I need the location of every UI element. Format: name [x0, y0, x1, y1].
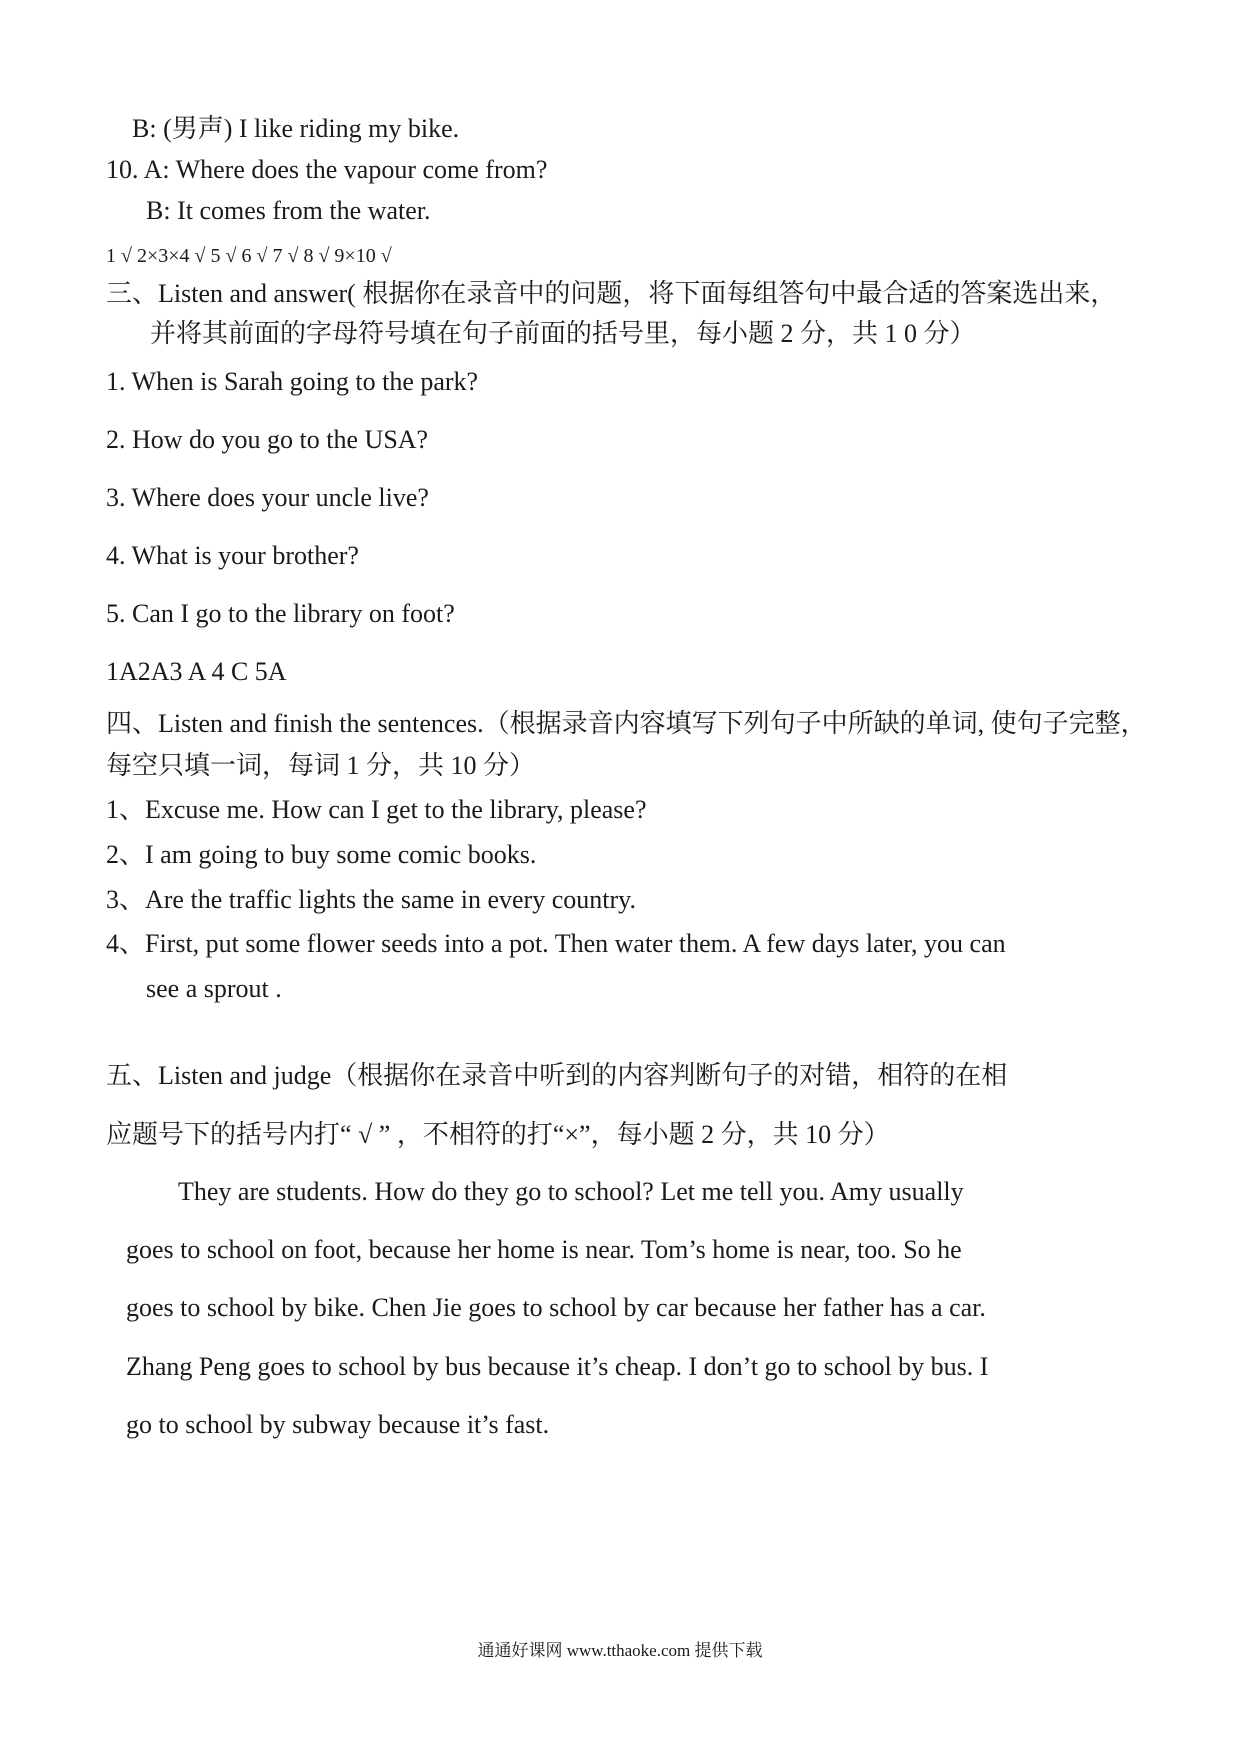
- section3-question-3: 3. Where does your uncle live?: [106, 483, 429, 512]
- section5-passage-line-3: goes to school by bike. Chen Jie goes to school by car because her father has a car.: [126, 1293, 986, 1322]
- section3-answer-key: 1A2A3 A 4 C 5A: [106, 657, 287, 686]
- section4-sentence-3: 3、Are the traffic lights the same in every country.: [106, 885, 636, 914]
- section3-heading-cont: 并将其前面的字母符号填在句子前面的括号里，每小题 2 分，共 1 0 分）: [150, 319, 976, 348]
- section4-heading-cont: 每空只填一词，每词 1 分，共 10 分）: [106, 751, 536, 780]
- section5-heading: 五、Listen and judge（根据你在录音中听到的内容判断句子的对错，相符的在相: [106, 1061, 1008, 1090]
- section3-question-2: 2. How do you go to the USA?: [106, 425, 429, 454]
- section5-passage-line-2: goes to school on foot, because her home is near. Tom’s home is near, too. So he: [126, 1235, 962, 1264]
- transcript-q10-a: 10. A: Where does the vapour come from?: [106, 155, 548, 184]
- section3-question-4: 4. What is your brother?: [106, 541, 359, 570]
- page-footer: 通通好课网 www.tthaoke.com 提供下载: [477, 1641, 763, 1660]
- section5-passage-line-5: go to school by subway because it’s fast.: [126, 1410, 550, 1439]
- section4-heading: 四、Listen and finish the sentences.（根据录音内容填写下列句子中所缺的单词, 使句子完整，: [106, 709, 1147, 738]
- transcript-b-line: B: (男声) I like riding my bike.: [132, 114, 460, 143]
- section3-question-5: 5. Can I go to the library on foot?: [106, 599, 455, 628]
- section4-sentence-4: 4、First, put some flower seeds into a pot. Then water them. A few days later, you can: [106, 929, 1006, 958]
- section5-heading-cont: 应题号下的括号内打“ √ ” ，不相符的打“×”，每小题 2 分，共 10 分）: [106, 1120, 890, 1149]
- section3-question-1: 1. When is Sarah going to the park?: [106, 367, 479, 396]
- section4-sentence-1: 1、Excuse me. How can I get to the library, please?: [106, 795, 647, 824]
- transcript-q10-b: B: It comes from the water.: [146, 196, 431, 225]
- section3-heading: 三、Listen and answer( 根据你在录音中的问题，将下面每组答句中最合适的答案选出来，: [106, 279, 1117, 308]
- section4-sentence-2: 2、I am going to buy some comic books.: [106, 840, 537, 869]
- section5-passage-line-4: Zhang Peng goes to school by bus because it’s cheap. I don’t go to school by bus. I: [126, 1352, 989, 1381]
- section2-answer-key: 1 √ 2×3×4 √ 5 √ 6 √ 7 √ 8 √ 9×10 √: [106, 245, 392, 267]
- section5-passage-line-1: They are students. How do they go to school? Let me tell you. Amy usually: [178, 1177, 964, 1206]
- section4-sentence-4-cont: see a sprout .: [146, 974, 282, 1003]
